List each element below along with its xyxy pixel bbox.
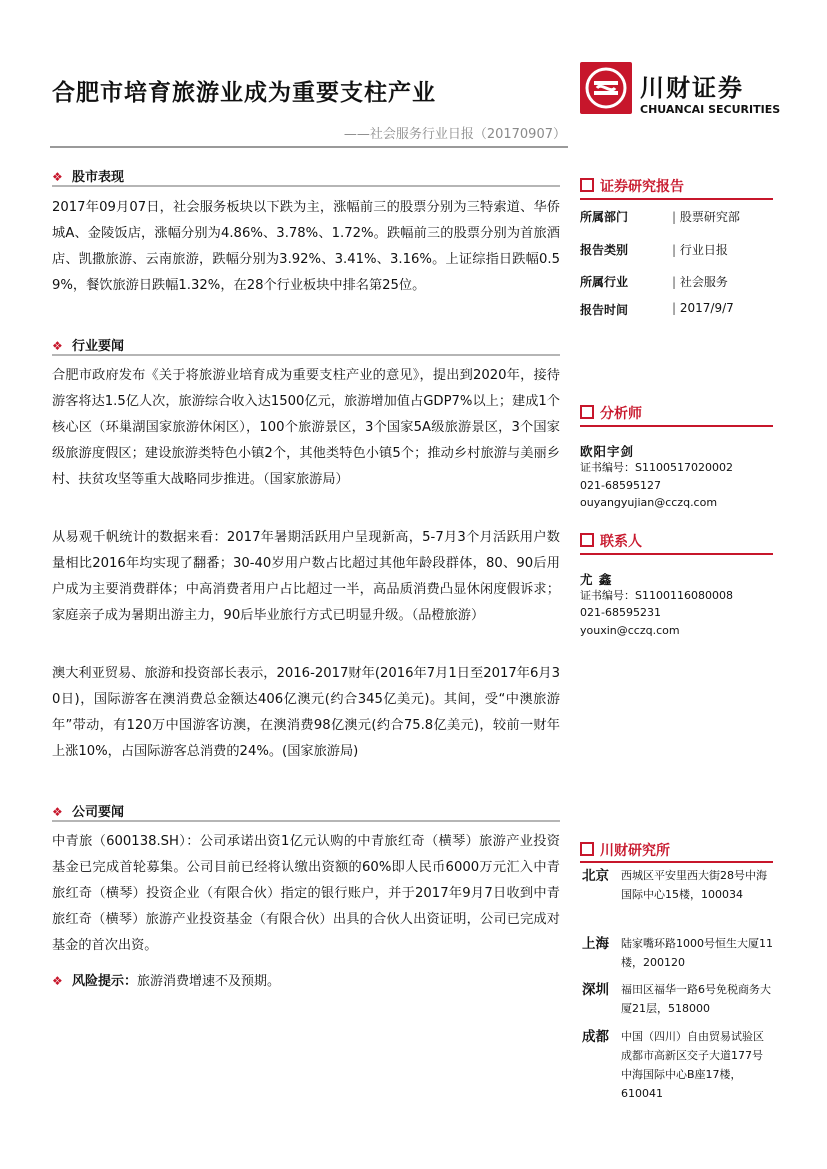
analyst-certificate: 证书编号：S1100517020002 (580, 461, 733, 474)
office-address: 中国（四川）自由贸易试验区成都市高新区交子大道177号中海国际中心B座17楼，610041 (621, 1030, 764, 1100)
company-logo-icon (580, 62, 632, 114)
meta-key: 所属行业 (580, 275, 629, 289)
risk-text: 旅游消费增速不及预期。 (137, 974, 281, 989)
office-address: 福田区福华一路6号免税商务大厦21层，518000 (621, 983, 771, 1015)
analyst-name: 欧阳宇剑 (580, 444, 635, 459)
square-bullet-icon (580, 533, 594, 547)
analyst-email[interactable]: ouyangyujian@cczq.com (580, 496, 718, 509)
sidebar-divider (580, 553, 773, 555)
sidebar-divider (580, 861, 773, 863)
sidebar-divider (580, 425, 773, 427)
risk-warning (52, 970, 280, 989)
office-city: 深圳 (582, 982, 609, 998)
contact-phone: 021-68595231 (580, 606, 661, 619)
office-address: 陆家嘴环路1000号恒生大厦11楼，200120 (621, 937, 773, 969)
contact-email[interactable]: youxin@cczq.com (580, 624, 680, 637)
office-city: 北京 (582, 868, 609, 884)
sidebar-divider (580, 198, 773, 200)
industry-news-paragraph-2: 从易观千帆统计的数据来看：2017年暑期活跃用户呈现新高，5-7月3个月活跃用户数量相比2016年均实现了翻番；30-40岁用户数占比超过其他年龄段群体，80、90后用户成为主要消费群体；中高消费者用户占比超过一半，高品质消费凸显休闲度假诉求；家庭亲子成为暑期出游主力，90后毕业旅行方式已明显升级。（品橙旅游） (52, 530, 560, 623)
diamond-bullet-icon: ❖ (52, 805, 63, 819)
report-subtitle: ——社会服务行业日报（20170907） (343, 127, 566, 142)
office-city: 上海 (582, 936, 609, 952)
square-bullet-icon (580, 178, 594, 192)
risk-label: 风险提示： (72, 974, 138, 989)
diamond-bullet-icon: ❖ (52, 339, 63, 353)
diamond-bullet-icon: ❖ (52, 974, 63, 988)
meta-value: | 股票研究部 (672, 208, 740, 225)
square-bullet-icon (580, 405, 594, 419)
section-heading-market: ❖ 股市表现 (52, 170, 125, 185)
meta-key: 所属部门 (580, 210, 629, 224)
contact-name: 尤 鑫 (580, 572, 613, 587)
sidebar-heading-report: 证券研究报告 (580, 176, 684, 196)
industry-news-paragraph-1: 合肥市政府发布《关于将旅游业培育成为重要支柱产业的意见》，提出到2020年，接待游客将达1.5亿人次，旅游综合收入达1500亿元，旅游增加值占GDP7%以上；建成1个核心区（环巢湖国家旅游休闲区），100个旅游景区，3个国家5A级旅游景区，3个国家级旅游度假区；建设旅游类特色小镇2个，其他类特色小镇5个；推动乡村旅游与美丽乡村、扶贫攻坚等重大战略同步推进。（国家旅游局） (52, 368, 560, 487)
company-logo-english: CHUANCAI SECURITIES (640, 103, 781, 116)
analyst-phone: 021-68595127 (580, 479, 661, 492)
office-city: 成都 (582, 1029, 609, 1045)
contact-certificate: 证书编号：S1100116080008 (580, 589, 733, 602)
market-paragraph: 2017年09月07日，社会服务板块以下跌为主，涨幅前三的股票分别为三特索道、华侨城A、金陵饭店，涨幅分别为4.86%、3.78%、1.72%。跌幅前三的股票分别为首旅酒店、凯撒旅游、云南旅游，跌幅分别为3.92%、3.41%、3.16%。上证综指日跌幅0.59%，餐饮旅游日跌幅1.32%，在28个行业板块中排名第25位。 (52, 200, 560, 293)
section-divider (52, 354, 560, 356)
section-divider (52, 185, 560, 187)
meta-value: | 行业日报 (672, 241, 728, 258)
section-heading-company: ❖ 公司要闻 (52, 805, 125, 820)
company-logo-name: 川财证券 (640, 74, 744, 102)
square-bullet-icon (580, 842, 594, 856)
industry-news-paragraph-3: 澳大利亚贸易、旅游和投资部长表示，2016-2017财年(2016年7月1日至2017年6月30日)，国际游客在澳消费总金额达406亿澳元(约合345亿美元)。其间，受“中澳旅游年”带动，有120万中国游客访澳，在澳消费98亿澳元(约合75.8亿美元)，较前一财年上涨10%，占国际游客总消费的24%。(国家旅游局) (52, 666, 560, 759)
meta-value: | 2017/9/7 (672, 301, 734, 315)
meta-value: | 社会服务 (672, 273, 728, 290)
meta-key: 报告类别 (580, 243, 629, 257)
diamond-bullet-icon: ❖ (52, 170, 63, 184)
header-divider (50, 146, 568, 148)
sidebar-heading-contact: 联系人 (580, 531, 642, 551)
sidebar-heading-analyst: 分析师 (580, 403, 642, 423)
section-divider (52, 820, 560, 822)
section-heading-industry: ❖ 行业要闻 (52, 339, 125, 354)
report-title: 合肥市培育旅游业成为重要支柱产业 (52, 80, 436, 106)
company-news-paragraph: 中青旅（600138.SH）：公司承诺出资1亿元认购的中青旅红奇（横琴）旅游产业投资基金已完成首轮募集。公司目前已经将认缴出资额的60%即人民币6000万元汇入中青旅红奇（横琴）投资企业（有限合伙）指定的银行账户，并于2017年9月7日收到中青旅红奇（横琴）旅游产业投资基金（有限合伙）出具的合伙人出资证明，公司已完成对基金的首次出资。 (52, 834, 560, 953)
office-address: 西城区平安里西大街28号中海国际中心15楼，100034 (621, 869, 767, 901)
sidebar-heading-institute: 川财研究所 (580, 840, 670, 860)
meta-key: 报告时间 (580, 303, 629, 317)
